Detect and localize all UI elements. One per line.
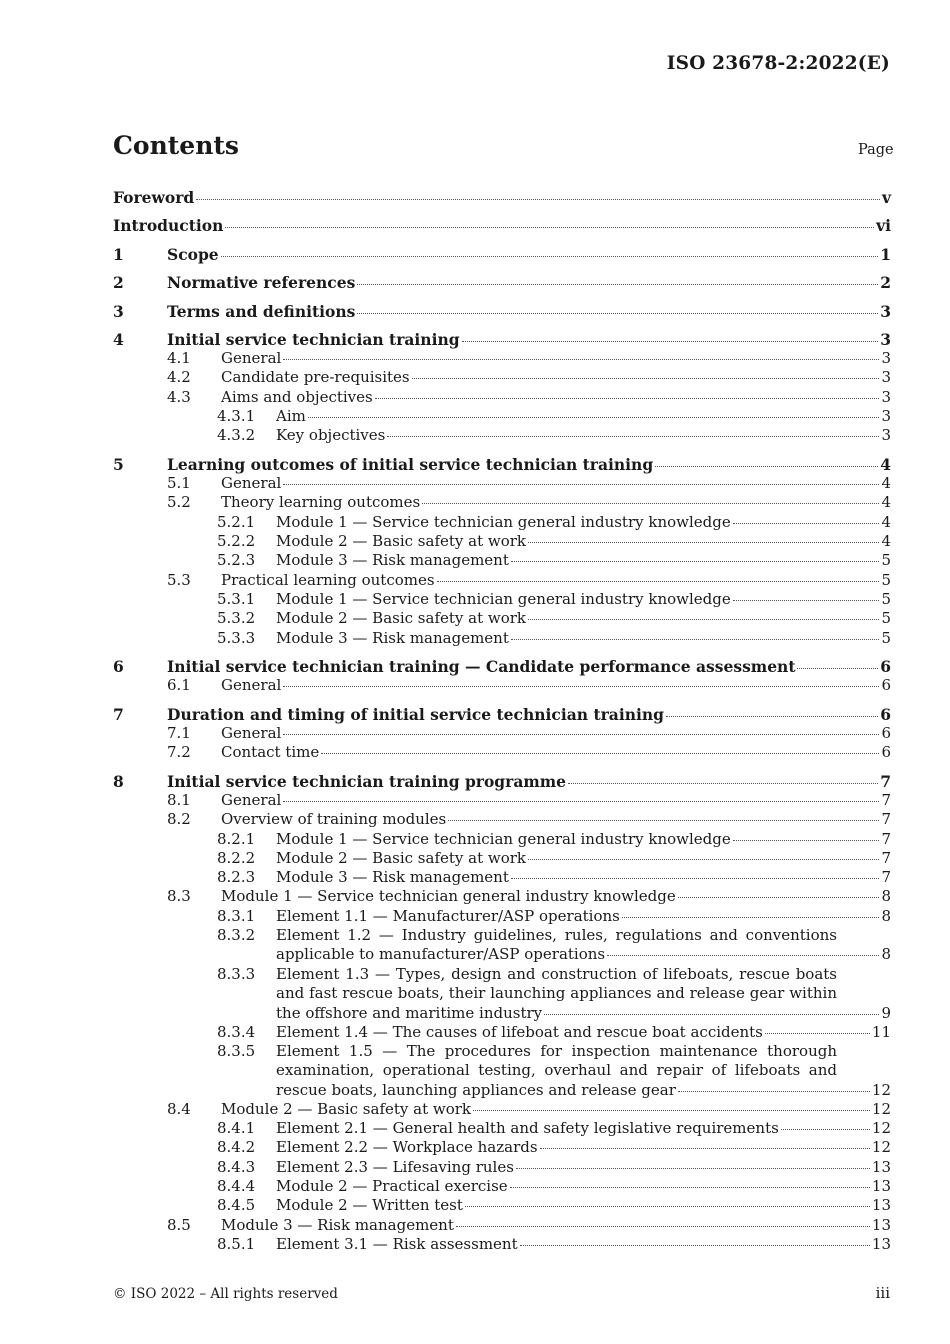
dot-leader (678, 1091, 870, 1092)
toc-entry-number: 7.2 (167, 743, 191, 761)
toc-entry-page: 3 (880, 330, 891, 349)
dot-leader (765, 1033, 870, 1034)
toc-entry-title: Introduction (113, 216, 224, 235)
toc-entry-number: 5.2.2 (217, 532, 256, 550)
toc-entry[interactable] (217, 1177, 891, 1196)
toc-entry[interactable] (167, 810, 891, 829)
toc-entry-page: 6 (881, 676, 891, 694)
toc-entry-number: 8.2 (167, 810, 191, 828)
dot-leader (437, 581, 880, 582)
toc-entry[interactable] (113, 245, 891, 264)
toc-entry-title: Theory learning outcomes (221, 493, 421, 511)
dot-leader (678, 897, 880, 898)
toc-entry-title: Terms and definitions (167, 302, 356, 321)
toc-entry-page: 4 (881, 513, 891, 531)
toc-entry-page: 12 (871, 1119, 891, 1137)
toc-entry-title: Scope (167, 245, 219, 264)
toc-entry-number: 1 (113, 245, 124, 264)
toc-entry[interactable] (113, 330, 891, 349)
toc-entry-page: 4 (880, 455, 891, 474)
toc-entry-page: 11 (871, 1023, 891, 1041)
toc-entry-number: 5.2 (167, 493, 191, 511)
toc-entry-number: 5 (113, 455, 124, 474)
dot-leader (283, 734, 879, 735)
dot-leader (283, 359, 879, 360)
dot-leader (528, 859, 879, 860)
dot-leader (733, 840, 880, 841)
toc-entry-title: Learning outcomes of initial service technician training (167, 455, 654, 474)
toc-entry-page: 4 (881, 493, 891, 511)
toc-entry-title: Module 1 — Service technician general industry knowledge (276, 513, 731, 531)
toc-entry-title: Module 1 — Service technician general industry knowledge (276, 830, 731, 848)
toc-entry-page: 13 (871, 1235, 891, 1253)
dot-leader (448, 820, 879, 821)
toc-entry[interactable] (113, 273, 891, 292)
toc-entry-page: 13 (871, 1216, 891, 1234)
dot-leader (308, 417, 880, 418)
toc-entry-number: 8.4.1 (217, 1119, 256, 1137)
toc-entry-front-matter[interactable] (113, 188, 891, 207)
toc-entry-number: 5.2.3 (217, 551, 256, 569)
toc-entry-page: 13 (871, 1158, 891, 1176)
toc-entry[interactable] (217, 629, 891, 648)
toc-entry-title: Module 3 — Risk management (276, 868, 509, 886)
dot-leader (221, 256, 879, 257)
toc-entry-page: 12 (871, 1100, 891, 1118)
dot-leader (473, 1110, 870, 1111)
dot-leader (283, 484, 879, 485)
toc-entry-number: 8.2.1 (217, 830, 256, 848)
toc-entry-title: Initial service technician training (167, 330, 460, 349)
toc-entry[interactable] (217, 532, 891, 551)
dot-leader (607, 955, 879, 956)
toc-entry-page: 3 (881, 426, 891, 444)
toc-entry-number: 5.3.2 (217, 609, 256, 627)
toc-entry[interactable] (167, 571, 891, 590)
toc-entry-title: Module 2 — Basic safety at work (276, 532, 527, 550)
toc-entry-number: 8.3.2 (217, 926, 256, 944)
dot-leader (225, 227, 874, 228)
toc-entry-number: 2 (113, 273, 124, 292)
toc-entry[interactable] (217, 551, 891, 570)
dot-leader (511, 878, 880, 879)
toc-entry[interactable] (217, 849, 891, 868)
contents-heading: Contents (113, 131, 240, 160)
toc-entry-number: 8.4.5 (217, 1196, 256, 1214)
dot-leader (357, 284, 878, 285)
toc-entry-title: Initial service technician training programme (167, 772, 567, 791)
toc-entry-title: General (221, 349, 282, 367)
toc-entry-number: 4.3.1 (217, 407, 256, 425)
dot-leader (465, 1206, 870, 1207)
toc-entry[interactable] (217, 1235, 891, 1254)
toc-entry[interactable] (167, 349, 891, 368)
toc-entry-page: 8 (881, 887, 891, 905)
toc-entry-title: Foreword (113, 188, 195, 207)
toc-entry[interactable] (167, 474, 891, 493)
toc-entry[interactable] (217, 907, 891, 926)
toc-entry-number: 5.1 (167, 474, 191, 492)
toc-entry[interactable] (167, 1216, 891, 1235)
toc-entry-number: 5.3.1 (217, 590, 256, 608)
toc-entry-title-line: the offshore and maritime industry (276, 1003, 543, 1022)
toc-entry[interactable] (217, 590, 891, 609)
toc-entry-title: Element 2.3 — Lifesaving rules (276, 1158, 514, 1176)
dot-leader (655, 466, 878, 467)
toc-entry-page: 5 (881, 571, 891, 589)
toc-entry-page: 5 (881, 629, 891, 647)
toc-entry-page: 12 (871, 1080, 891, 1099)
toc-entry[interactable] (217, 609, 891, 628)
dot-leader (544, 1014, 879, 1015)
toc-entry-page: 7 (881, 791, 891, 809)
toc-entry-page: 3 (881, 368, 891, 386)
toc-entry[interactable] (217, 426, 891, 445)
toc-entry[interactable] (113, 302, 891, 321)
toc-entry[interactable] (217, 1158, 891, 1177)
dot-leader (510, 1187, 870, 1188)
toc-entry-page: 6 (880, 705, 891, 724)
dot-leader (516, 1168, 870, 1169)
toc-entry[interactable] (217, 1196, 891, 1215)
toc-entry-title: General (221, 724, 282, 742)
toc-entry-page: 5 (881, 551, 891, 569)
toc-entry-title: Module 2 — Written test (276, 1196, 463, 1214)
dot-leader (375, 398, 880, 399)
toc-entry-number: 6.1 (167, 676, 191, 694)
toc-entry-page: 6 (881, 743, 891, 761)
page-number: iii (875, 1284, 890, 1302)
dot-leader (733, 523, 880, 524)
toc-entry-number: 5.3 (167, 571, 191, 589)
toc-entry-number: 4.3 (167, 388, 191, 406)
toc-entry-title-line: Element 1.5 — The procedures for inspection maintenance thorough (276, 1042, 837, 1060)
toc-entry-title: Module 1 — Service technician general industry knowledge (276, 590, 731, 608)
toc-entry-title: General (221, 474, 282, 492)
toc-entry-page: 8 (881, 907, 891, 925)
toc-entry-title-line: rescue boats, launching appliances and release gear (276, 1080, 676, 1099)
dot-leader (528, 542, 879, 543)
dot-leader (321, 753, 879, 754)
toc-entry-title: Module 2 — Basic safety at work (276, 609, 527, 627)
toc-entry-number: 4 (113, 330, 124, 349)
toc-entry-number: 8.3 (167, 887, 191, 905)
toc-entry-page: 12 (871, 1138, 891, 1156)
copyright-notice: © ISO 2022 – All rights reserved (113, 1286, 338, 1302)
toc-entry-page: 4 (881, 532, 891, 550)
toc-entry[interactable] (167, 368, 891, 387)
toc-entry-title: General (221, 791, 282, 809)
toc-entry-page: 6 (881, 724, 891, 742)
toc-entry-page: 3 (880, 302, 891, 321)
toc-entry-title: Practical learning outcomes (221, 571, 435, 589)
toc-entry-number: 5.2.1 (217, 513, 256, 531)
dot-leader (387, 436, 879, 437)
dot-leader (540, 1148, 870, 1149)
toc-entry[interactable] (217, 407, 891, 426)
toc-entry[interactable] (113, 455, 891, 474)
toc-entry-page: 1 (880, 245, 891, 264)
toc-entry-page: 3 (881, 407, 891, 425)
toc-entry[interactable] (167, 676, 891, 695)
toc-entry[interactable] (217, 513, 891, 532)
toc-entry[interactable] (167, 887, 891, 906)
toc-entry-number: 4.1 (167, 349, 191, 367)
toc-entry-number: 4.2 (167, 368, 191, 386)
toc-entry-number: 6 (113, 657, 124, 676)
toc-entry-page: 6 (880, 657, 891, 676)
toc-entry[interactable] (113, 772, 891, 791)
toc-entry[interactable] (167, 493, 891, 512)
toc-entry-number: 3 (113, 302, 124, 321)
toc-entry-title: Module 3 — Risk management (276, 629, 509, 647)
dot-leader (357, 313, 878, 314)
toc-entry-number: 8.3.1 (217, 907, 256, 925)
toc-entry-page: 9 (881, 1003, 891, 1022)
toc-entry-title-line: examination, operational testing, overhaul and repair of lifeboats and (276, 1061, 837, 1080)
toc-entry-title: Candidate pre-requisites (221, 368, 410, 386)
toc-entry-page: 13 (871, 1177, 891, 1195)
dot-leader (568, 783, 878, 784)
toc-entry-number: 8.1 (167, 791, 191, 809)
toc-entry-title: Module 1 — Service technician general industry knowledge (221, 887, 676, 905)
dot-leader (462, 341, 879, 342)
toc-entry-number: 4.3.2 (217, 426, 256, 444)
toc-entry-title: Key objectives (276, 426, 386, 444)
toc-entry-number: 8.5.1 (217, 1235, 256, 1253)
toc-entry-page: 13 (871, 1196, 891, 1214)
toc-entry-title: Aim (276, 407, 306, 425)
toc-entry[interactable] (167, 791, 891, 810)
toc-entry-title-line: Element 1.2 — Industry guidelines, rules, regulations and conventions (276, 926, 837, 944)
toc-entry[interactable] (217, 1138, 891, 1157)
toc-entry-title-line: applicable to manufacturer/ASP operations (276, 945, 606, 964)
toc-entry-page: v (881, 188, 891, 207)
dot-leader (733, 600, 880, 601)
toc-entry[interactable] (167, 724, 891, 743)
toc-entry[interactable] (217, 965, 891, 1023)
toc-entry-title: Element 2.2 — Workplace hazards (276, 1138, 538, 1156)
toc-entry[interactable] (167, 388, 891, 407)
toc-entry-title: Element 2.1 — General health and safety legislative requirements (276, 1119, 779, 1137)
toc-entry-number: 8.3.4 (217, 1023, 256, 1041)
toc-entry[interactable] (217, 1023, 891, 1042)
toc-entry-title: Overview of training modules (221, 810, 447, 828)
toc-entry-page: 8 (881, 945, 891, 964)
dot-leader (781, 1129, 870, 1130)
toc-entry[interactable] (217, 868, 891, 887)
toc-entry-page: 7 (881, 849, 891, 867)
dot-leader (283, 686, 879, 687)
toc-entry-title: Normative references (167, 273, 356, 292)
toc-entry-title: Initial service technician training — Candidate performance assessment (167, 657, 796, 676)
toc-entry[interactable] (113, 705, 891, 724)
dot-leader (622, 917, 880, 918)
toc-entry-page: vi (876, 216, 891, 235)
toc-entry-number: 8.4.2 (217, 1138, 256, 1156)
dot-leader (797, 668, 878, 669)
toc-entry-number: 8 (113, 772, 124, 791)
dot-leader (520, 1245, 870, 1246)
toc-entry-title: Module 3 — Risk management (276, 551, 509, 569)
toc-entry-title: Module 2 — Practical exercise (276, 1177, 508, 1195)
toc-entry-number: 7 (113, 705, 124, 724)
toc-entry-page: 3 (881, 349, 891, 367)
toc-entry[interactable] (217, 830, 891, 849)
toc-entry-title: Duration and timing of initial service technician training (167, 705, 664, 724)
toc-entry[interactable] (217, 926, 891, 965)
dot-leader (528, 619, 879, 620)
page-column-label: Page (858, 142, 894, 158)
dot-leader (422, 503, 879, 504)
toc-entry-number: 8.2.3 (217, 868, 256, 886)
dot-leader (511, 561, 880, 562)
toc-entry-title: Aims and objectives (221, 388, 373, 406)
toc-entry-number: 8.2.2 (217, 849, 256, 867)
toc-entry-title: General (221, 676, 282, 694)
toc-entry-front-matter[interactable] (113, 216, 891, 235)
toc-entry-page: 7 (881, 830, 891, 848)
toc-entry-page: 7 (880, 772, 891, 791)
document-identifier: ISO 23678-2:2022(E) (666, 53, 890, 74)
toc-entry-title-line: and fast rescue boats, their launching appliances and release gear within (276, 984, 837, 1003)
toc-entry-number: 8.4.3 (217, 1158, 256, 1176)
toc-entry-number: 8.3.3 (217, 965, 256, 983)
toc-entry[interactable] (113, 657, 891, 676)
toc-entry-title: Module 2 — Basic safety at work (221, 1100, 472, 1118)
toc-entry-number: 8.5 (167, 1216, 191, 1234)
toc-entry-title: Contact time (221, 743, 320, 761)
toc-entry[interactable] (167, 1100, 891, 1119)
toc-entry-page: 4 (881, 474, 891, 492)
toc-entry[interactable] (217, 1042, 891, 1100)
toc-entry[interactable] (217, 1119, 891, 1138)
toc-entry-title: Module 3 — Risk management (221, 1216, 454, 1234)
toc-entry-number: 8.4.4 (217, 1177, 256, 1195)
dot-leader (412, 378, 880, 379)
toc-entry-number: 8.4 (167, 1100, 191, 1118)
toc-entry-page: 3 (881, 388, 891, 406)
toc-entry-page: 7 (881, 810, 891, 828)
toc-entry-number: 7.1 (167, 724, 191, 742)
toc-entry-page: 7 (881, 868, 891, 886)
toc-entry[interactable] (167, 743, 891, 762)
toc-entry-number: 8.3.5 (217, 1042, 256, 1060)
dot-leader (456, 1226, 870, 1227)
toc-entry-title-line: Element 1.3 — Types, design and construction of lifeboats, rescue boats (276, 965, 837, 983)
toc-entry-page: 5 (881, 609, 891, 627)
toc-entry-number: 5.3.3 (217, 629, 256, 647)
toc-entry-title: Element 1.1 — Manufacturer/ASP operations (276, 907, 620, 925)
dot-leader (283, 801, 879, 802)
dot-leader (511, 639, 880, 640)
toc-entry-title: Module 2 — Basic safety at work (276, 849, 527, 867)
toc-entry-page: 5 (881, 590, 891, 608)
toc-entry-title: Element 3.1 — Risk assessment (276, 1235, 518, 1253)
dot-leader (196, 199, 880, 200)
toc-entry-title: Element 1.4 — The causes of lifeboat and rescue boat accidents (276, 1023, 763, 1041)
dot-leader (666, 716, 878, 717)
toc-entry-page: 2 (880, 273, 891, 292)
